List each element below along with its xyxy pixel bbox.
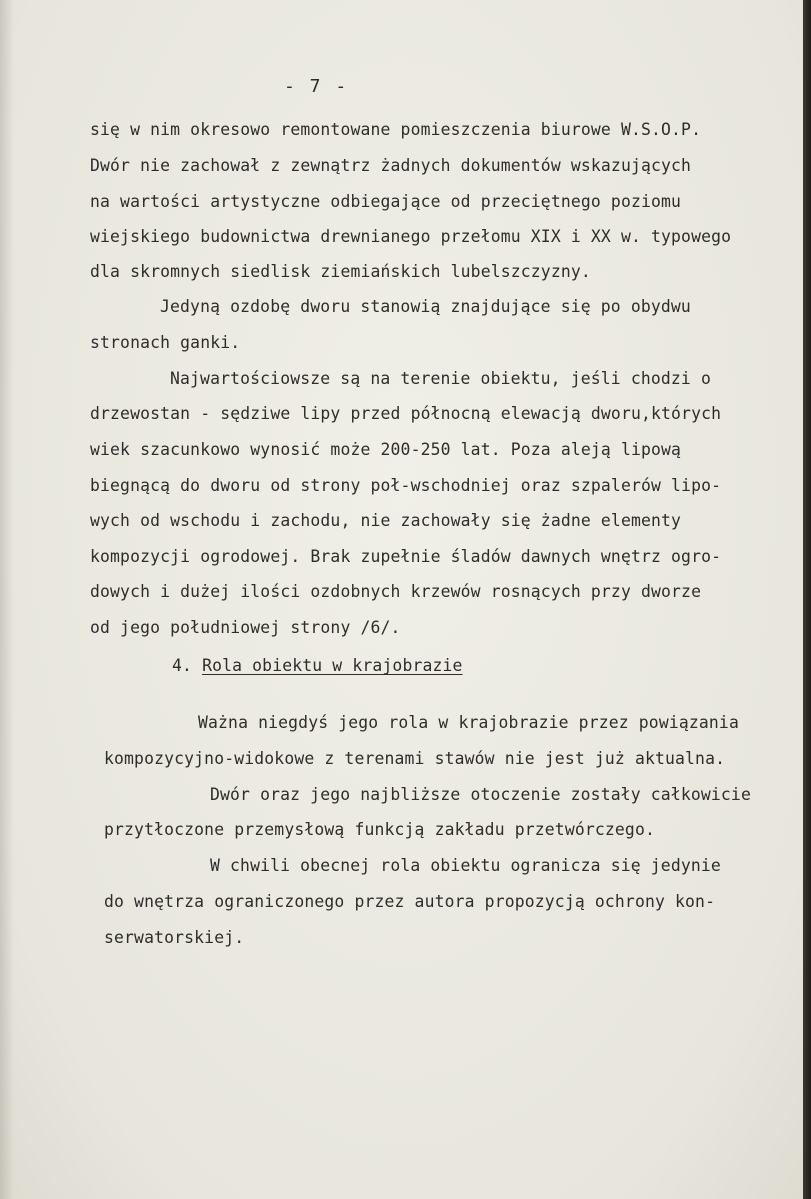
- section-title: Rola obiektu w krajobrazie: [202, 656, 463, 675]
- text-line: biegnącą do dworu od strony poł-wschodniej oraz szpalerów lipo-: [90, 476, 722, 495]
- text-line: wych od wschodu i zachodu, nie zachowały się żadne elementy: [90, 511, 682, 530]
- text-line: kompozycyjno-widokowe z terenami stawów nie jest już aktualna.: [104, 749, 726, 768]
- text-line: dowych i dużej ilości ozdobnych krzewów rosnących przy dworze: [90, 582, 702, 601]
- text-line: kompozycji ogrodowej. Brak zupełnie śladów dawnych wnętrz ogro-: [90, 547, 722, 566]
- text-line: do wnętrza ograniczonego przez autora propozycją ochrony kon-: [104, 892, 716, 911]
- text-line: dla skromnych siedlisk ziemiańskich lubelszczyzny.: [90, 262, 591, 281]
- text-line: Ważna niegdyś jego rola w krajobrazie przez powiązania: [198, 713, 739, 732]
- text-line: wiejskiego budownictwa drewnianego przełomu XIX i XX w. typowego: [90, 227, 732, 246]
- section-heading: [172, 656, 463, 676]
- text-line: Najwartościowsze są na terenie obiektu, jeśli chodzi o: [170, 369, 711, 388]
- section-number: 4.: [172, 656, 193, 675]
- scan-edge: [803, 0, 811, 1199]
- text-line: stronach ganki.: [90, 333, 241, 352]
- page-number: - 7 -: [284, 76, 349, 97]
- text-line: wiek szacunkowo wynosić może 200-250 lat. Poza aleją lipową: [90, 440, 682, 459]
- text-line: od jego południowej strony /6/.: [90, 618, 401, 637]
- text-line: Dwór nie zachował z zewnątrz żadnych dokumentów wskazujących: [90, 156, 692, 175]
- text-line: W chwili obecnej rola obiektu ogranicza się jedynie: [210, 856, 721, 875]
- text-line: serwatorskiej.: [104, 928, 245, 947]
- text-line: Dwór oraz jego najbliższe otoczenie zostały całkowicie: [210, 785, 751, 804]
- page-edge-shadow: [0, 0, 14, 1199]
- text-line: na wartości artystyczne odbiegające od przeciętnego poziomu: [90, 192, 682, 211]
- text-line: drzewostan - sędziwe lipy przed północną elewacją dworu,których: [90, 404, 722, 423]
- text-line: Jedyną ozdobę dworu stanowią znajdujące się po obydwu: [160, 297, 691, 316]
- text-line: się w nim okresowo remontowane pomieszczenia biurowe W.S.O.P.: [90, 120, 702, 139]
- text-line: przytłoczone przemysłową funkcją zakładu przetwórczego.: [104, 820, 655, 839]
